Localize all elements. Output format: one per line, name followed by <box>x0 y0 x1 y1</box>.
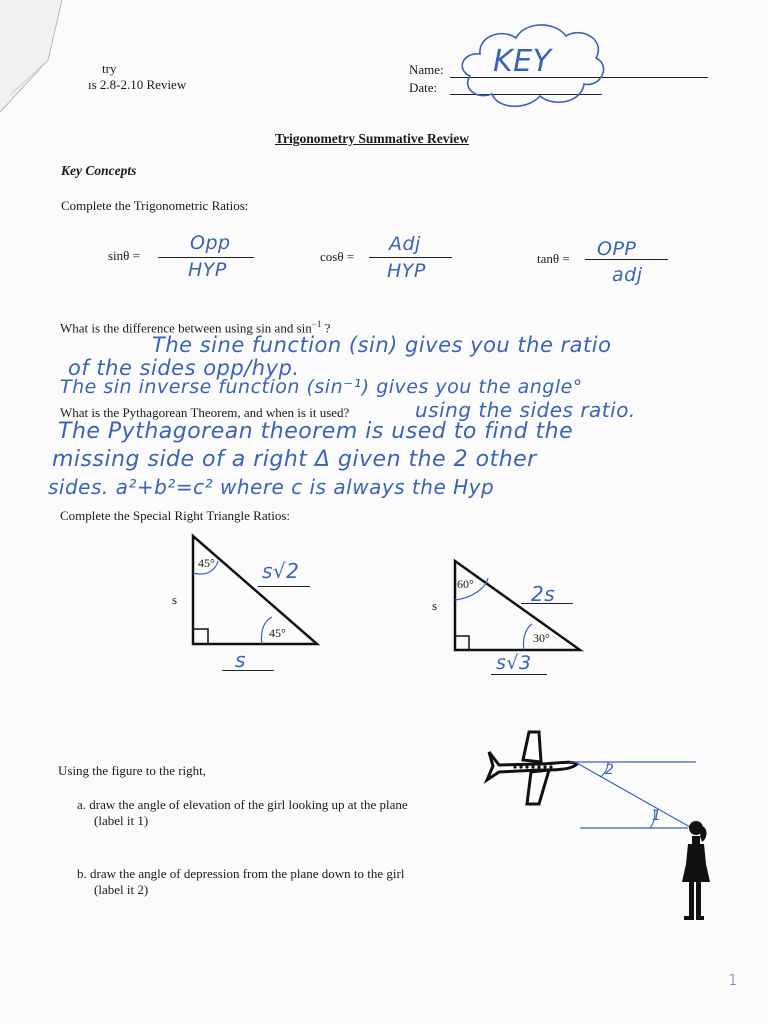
part-a-line-2: (label it 1) <box>94 813 149 828</box>
page-title: Trigonometry Summative Review <box>275 131 469 146</box>
angle-1-label: 1 <box>652 808 662 824</box>
pythagorean-question: What is the Pythagorean Theorem, and when is it used? <box>60 405 350 420</box>
triangle-30-60-90 <box>452 558 592 658</box>
figure-intro: Using the figure to the right, <box>58 763 207 778</box>
sin-answer-line-3: The sin inverse function (sin⁻¹) gives you the angle° <box>60 376 583 398</box>
cos-numerator: Adj <box>389 233 421 255</box>
pythagorean-answer-line-1: The Pythagorean theorem is used to find the <box>58 419 574 444</box>
page-number: 1 <box>728 971 739 989</box>
tan-denominator: adj <box>612 264 643 286</box>
sin-answer-line-1: The sine function (sin) gives you the ratio <box>152 333 612 357</box>
name-answer: KEY <box>493 44 552 79</box>
pythagorean-answer-line-3: sides. a²+b²=c² where c is always the Hyp <box>48 475 495 499</box>
triangle-2-base-answer: s√3 <box>496 652 532 674</box>
triangle-1-top-angle: 45° <box>198 556 215 570</box>
name-label: Name: <box>409 62 444 77</box>
tan-numerator: OPP <box>597 238 637 260</box>
section-heading: Key Concepts <box>61 163 137 178</box>
folded-corner <box>0 0 120 120</box>
tan-label: tanθ = <box>537 251 570 266</box>
triangle-1-base-answer: s <box>235 648 246 672</box>
sin-answer-line-2: of the sides opp/hyp. <box>68 356 300 380</box>
date-label: Date: <box>409 80 438 95</box>
triangle-1-side-label: s <box>172 592 178 607</box>
section-range: ıs 2.8-2.10 Review <box>88 77 187 92</box>
triangle-2-hypotenuse-blank <box>521 603 573 604</box>
part-a-line-1: a. draw the angle of elevation of the girl looking up at the plane <box>77 797 408 812</box>
sin-question: What is the difference between using sin and $\sin^{-1}$ ? <box>60 319 331 336</box>
girl-silhouette-icon <box>678 818 718 923</box>
triangle-2-base-blank <box>491 674 547 675</box>
ratios-prompt: Complete the Trigonometric Ratios: <box>61 198 249 213</box>
sin-label: sinθ = <box>108 248 140 263</box>
part-b-line-2: (label it 2) <box>94 882 149 897</box>
cos-fraction-bar <box>369 257 452 258</box>
triangle-2-hypotenuse-answer: 2s <box>531 582 556 606</box>
triangle-1-hypotenuse-blank <box>258 586 310 587</box>
sin-fraction-bar <box>158 257 254 258</box>
course-name: try <box>102 61 117 76</box>
triangle-45-45-90 <box>190 533 330 653</box>
triangle-2-side-label: s <box>432 598 438 613</box>
sin-answer-line-4: using the sides ratio. <box>415 398 636 422</box>
special-triangles-prompt: Complete the Special Right Triangle Ratios: <box>60 508 291 523</box>
part-b-line-1: b. draw the angle of depression from the plane down to the girl <box>77 866 405 881</box>
sin-denominator: HYP <box>188 259 227 281</box>
triangle-1-bottom-angle: 45° <box>269 626 286 640</box>
sin-numerator: Opp <box>190 232 231 254</box>
airplane-icon <box>483 730 583 810</box>
angle-2-label: 2 <box>605 762 615 778</box>
triangle-2-bottom-angle: 30° <box>533 631 550 645</box>
cos-label: cosθ = <box>320 249 355 264</box>
triangle-1-base-blank <box>222 670 274 671</box>
triangle-2-top-angle: 60° <box>457 577 474 591</box>
triangle-1-hypotenuse-answer: s√2 <box>262 559 300 583</box>
cos-denominator: HYP <box>387 260 426 282</box>
pythagorean-answer-line-2: missing side of a right Δ given the 2 other <box>52 447 537 472</box>
